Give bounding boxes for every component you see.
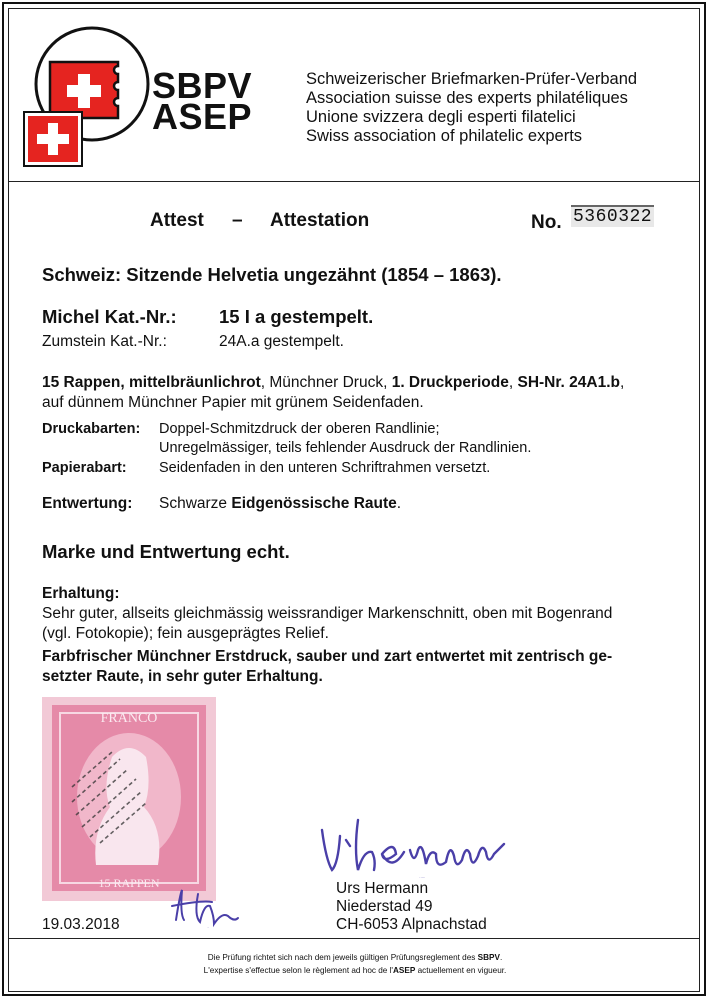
footer-fr-end: actuellement en vigueur. — [415, 966, 507, 975]
footer-line-fr — [0, 966, 710, 975]
header-divider — [8, 181, 700, 182]
assoc-line-en: Swiss association of philatelic experts — [306, 127, 583, 145]
condition-summary-line1: Farbfrischer Münchner Erstdruck, sauber und zart entwertet mit zentrisch ge- — [42, 648, 613, 665]
association-names — [306, 70, 637, 146]
attest-label: Attest — [150, 210, 204, 231]
signatory-name: Urs Hermann — [336, 880, 429, 897]
footer-de-end: . — [499, 953, 503, 962]
signatory-city: CH-6053 Alpnachstad — [336, 916, 487, 933]
condition-label: Erhaltung: — [42, 585, 120, 602]
druckabarten-label: Druckabarten: — [42, 421, 141, 437]
desc-value-color: 15 Rappen, mittelbräunlichrot — [42, 374, 261, 391]
certificate-date: 19.03.2018 — [42, 916, 120, 933]
footer-fr-bold: ASEP — [393, 966, 416, 975]
desc-print: , Münchner Druck, — [260, 374, 392, 391]
sbpv-logo-icon — [20, 22, 150, 170]
signature-text: U. Hermann — [419, 878, 425, 879]
signatory-street: Niederstad 49 — [336, 898, 433, 915]
attestation-label: Attestation — [270, 210, 370, 231]
footer-de-bold: SBPV — [477, 953, 500, 962]
entwertung-type: Eidgenössische Raute — [231, 495, 397, 512]
papierabart-value: Seidenfaden in den unteren Schriftrahmen versetzt. — [159, 460, 491, 476]
condition-line1: Sehr guter, allseits gleichmässig weissrandiger Markenschnitt, oben mit Bogenrand — [42, 605, 613, 622]
condition-line2: (vgl. Fotokopie); fein ausgeprägtes Relief. — [42, 625, 329, 642]
michel-value: 15 I a gestempelt. — [219, 306, 374, 327]
desc-period: 1. Druckperiode — [391, 374, 509, 391]
signature-image — [312, 800, 532, 880]
assoc-line-fr: Association suisse des experts philatéliques — [306, 89, 628, 107]
certificate-number: 5360322 — [573, 207, 653, 227]
brand-name — [152, 65, 253, 137]
brand-line-sbpv: SBPV — [152, 65, 253, 106]
entwertung-end: . — [396, 495, 402, 512]
footer-de-text: Die Prüfung richtet sich nach dem jeweils gültigen Prüfungsreglement des — [207, 953, 478, 962]
initials-image — [168, 880, 248, 930]
michel-label: Michel Kat.-Nr.: — [42, 306, 177, 327]
entwertung-value — [159, 495, 401, 513]
entwertung-color: Schwarze — [159, 495, 232, 512]
zumstein-label: Zumstein Kat.-Nr.: — [42, 333, 167, 350]
stamp-bottom-text: 15 RAPPEN — [98, 876, 160, 890]
stamp-top-text: FRANCO — [100, 711, 158, 726]
certificate-number-label: No. — [531, 212, 562, 233]
papierabart-label: Papierabart: — [42, 460, 127, 476]
druckabarten-line2: Unregelmässiger, teils fehlender Ausdruck der Randlinien. — [159, 440, 532, 456]
condition-summary-line2: setzter Raute, in sehr guter Erhaltung. — [42, 668, 323, 685]
footer-divider — [8, 938, 700, 939]
desc-end: , — [620, 374, 625, 391]
attest-dash: – — [232, 210, 243, 231]
brand-line-asep: ASEP — [152, 96, 253, 137]
druckabarten-line1: Doppel-Schmitzdruck der oberen Randlinie; — [159, 421, 440, 437]
desc-sep: , — [508, 374, 518, 391]
stamp-title: Schweiz: Sitzende Helvetia ungezähnt (1854 – 1863). — [42, 264, 502, 285]
footer-line-de — [0, 953, 710, 962]
initials-text: Hh — [207, 928, 209, 929]
stamp-description — [42, 374, 624, 392]
assoc-line-de: Schweizerischer Briefmarken-Prüfer-Verband — [306, 70, 638, 88]
stamp-photo — [42, 697, 216, 901]
assoc-line-it: Unione svizzera degli esperti filatelici — [306, 108, 576, 126]
zumstein-value: 24A.a gestempelt. — [219, 333, 344, 350]
verdict: Marke und Entwertung echt. — [42, 541, 290, 562]
stamp-description-line2: auf dünnem Münchner Papier mit grünem Seidenfaden. — [42, 394, 424, 411]
desc-sh-number: SH-Nr. 24A1.b — [517, 374, 620, 391]
footer-fr-text: L'expertise s'effectue selon le règlement ad hoc de l' — [203, 966, 393, 975]
entwertung-label: Entwertung: — [42, 495, 133, 512]
